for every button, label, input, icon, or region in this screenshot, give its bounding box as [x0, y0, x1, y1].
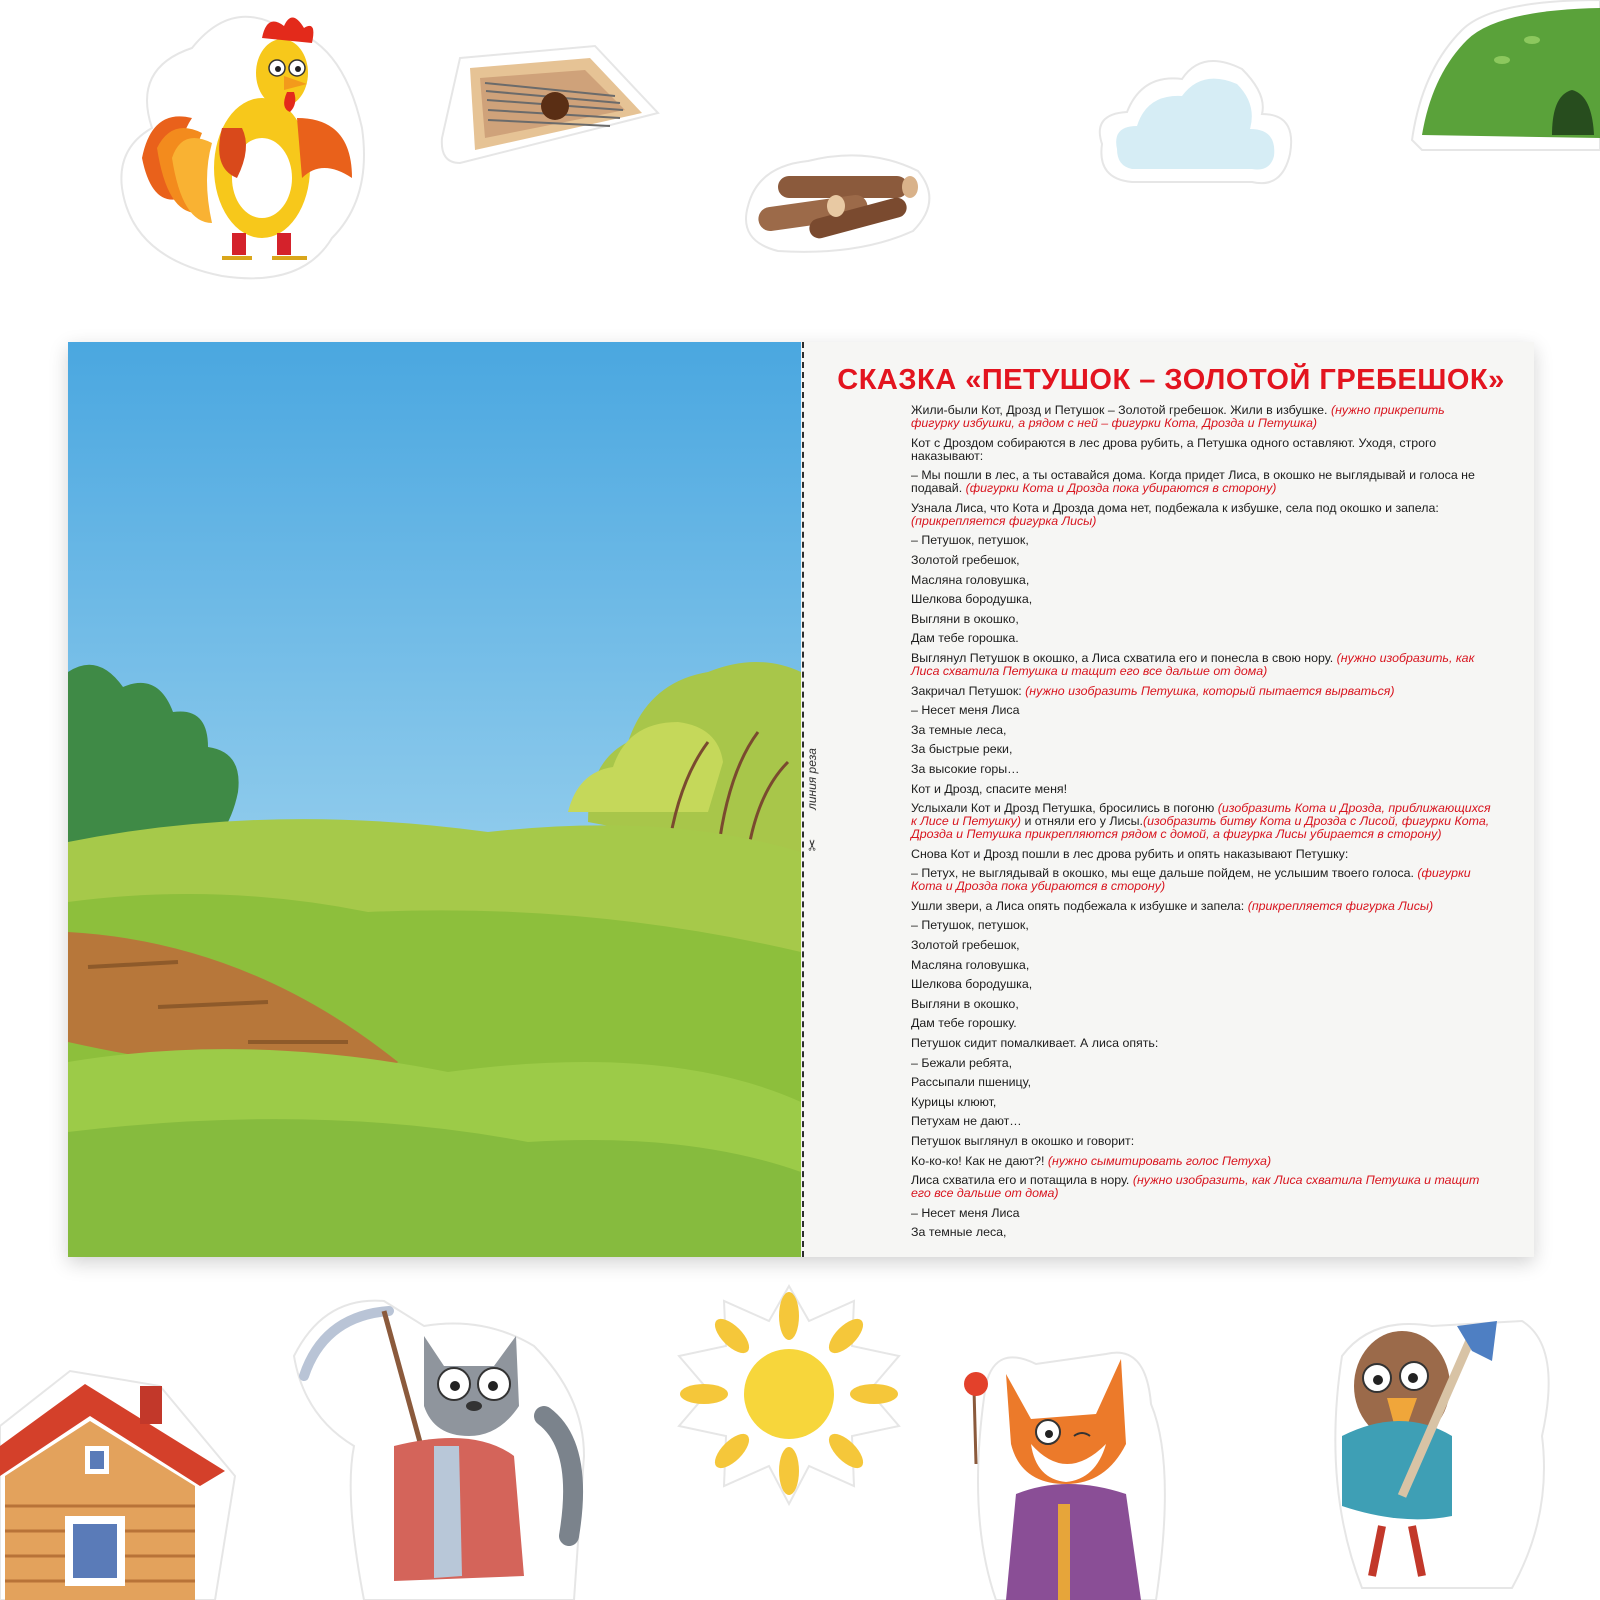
story-line: Курицы клюют, — [911, 1094, 997, 1109]
story-paragraph — [911, 1037, 1496, 1050]
fox-icon — [956, 1344, 1186, 1600]
cat-sticker — [284, 1296, 604, 1600]
cut-line-label: линия реза — [805, 748, 819, 810]
story-line: Петушок сидит помалкивает. А лиса опять: — [911, 1036, 1159, 1051]
story-paragraph — [911, 848, 1496, 861]
hut-icon — [0, 1366, 240, 1600]
story-paragraph — [911, 1174, 1496, 1200]
story-line: Масляна головушка, — [911, 572, 1030, 587]
story-line: Выгляни в окошко, — [911, 611, 1019, 626]
stage-direction: (нужно изобразить, как Лиса схватила Петушка и тащит его все дальше от дома) — [911, 650, 1475, 678]
story-line: Рассыпали пшеницу, — [911, 1075, 1032, 1090]
story-paragraph — [911, 404, 1496, 430]
story-paragraph — [911, 1155, 1496, 1168]
story-line: Дам тебе горошка. — [911, 631, 1019, 646]
story-paragraph — [911, 593, 1496, 606]
story-paragraph — [911, 1115, 1496, 1128]
rooster-sticker — [112, 8, 377, 283]
stage-direction: (изобразить битву Кота и Дрозда с Лисой, фигурки Кота, Дрозда и Петушка прикрепляются рядом с домой, а фигурка Лисы убирается в сторону) — [911, 814, 1490, 842]
story-line: За темные леса, — [911, 1225, 1007, 1240]
story-line: Петушок выглянул в окошко и говорит: — [911, 1134, 1135, 1148]
story-paragraph — [911, 783, 1496, 796]
firewood-sticker — [738, 146, 938, 258]
story-paragraph — [911, 763, 1496, 776]
story-line: Закричал Петушок: — [911, 683, 1022, 698]
story-line: Золотой гребешок, — [911, 552, 1020, 567]
story-line: Выгляни в окошко, — [911, 996, 1019, 1011]
story-line: – Петух, не выглядывай в окошко, мы еще дальше пойдем, не услышим твоего голоса. — [911, 866, 1414, 881]
cut-line — [802, 342, 804, 1257]
story-line: Кот и Дрозд, спасите меня! — [911, 781, 1068, 796]
story-paragraph — [911, 724, 1496, 737]
thrush-sticker — [1322, 1316, 1562, 1588]
story-line: Выглянул Петушок в окошко, а Лиса схватила его и понесла в свою нору. — [911, 650, 1334, 665]
story-line: Шелкова бородушка, — [911, 977, 1033, 992]
story-line: За быстрые реки, — [911, 742, 1013, 757]
story-paragraph — [911, 1207, 1496, 1220]
story-paragraph — [911, 554, 1496, 567]
story-line: Ушли звери, а Лиса опять подбежала к избушке и запела: — [911, 898, 1245, 913]
stage-direction: (фигурки Кота и Дрозда пока убираются в сторону) — [911, 866, 1471, 894]
story-title: СКАЗКА «ПЕТУШОК – ЗОЛОТОЙ ГРЕБЕШОК» — [837, 364, 1505, 396]
story-line: – Бежали ребята, — [911, 1055, 1013, 1070]
story-paragraph — [911, 1135, 1496, 1148]
stage-direction: (нужно прикрепить фигурку избушки, а рядом с ней – фигурки Кота, Дрозда и Петушка) — [911, 403, 1445, 430]
fox-sticker — [956, 1344, 1186, 1600]
stage-direction: (изобразить Кота и Дрозда, приближающихся к Лисе и Петушку) — [911, 801, 1491, 829]
story-paragraph — [911, 998, 1496, 1011]
story-line: Дам тебе горошку. — [911, 1016, 1017, 1031]
cat-icon — [284, 1296, 604, 1600]
hut-sticker — [0, 1366, 240, 1600]
cloud-icon — [1092, 54, 1302, 194]
thrush-icon — [1322, 1316, 1562, 1588]
story-page — [801, 342, 1534, 1257]
story-line: Услыхали Кот и Дрозд Петушка, бросились в погоню — [911, 801, 1215, 816]
story-line: Узнала Лиса, что Кота и Дрозда дома нет, подбежала к избушке, села под окошко и запела: — [911, 500, 1439, 515]
story-paragraph — [911, 437, 1496, 463]
story-line: За темные леса, — [911, 722, 1007, 737]
story-paragraph — [911, 919, 1496, 932]
story-paragraph — [911, 900, 1496, 913]
stage-direction: (нужно изобразить, как Лиса схватила Петушка и тащит его все дальше от дома) — [911, 1173, 1480, 1201]
bush-sticker — [1412, 0, 1600, 150]
story-paragraph — [911, 632, 1496, 645]
gusli-icon — [430, 38, 670, 178]
story-paragraph — [911, 802, 1496, 841]
gusli-sticker — [430, 38, 670, 178]
sun-icon — [674, 1286, 904, 1504]
book-spread — [68, 342, 1534, 1257]
story-paragraph — [911, 704, 1496, 717]
stage-direction: (прикрепляется фигурка Лисы) — [1247, 898, 1434, 913]
firewood-icon — [738, 146, 938, 258]
stage-direction: (прикрепляется фигурка Лисы) — [911, 513, 1097, 528]
stage-direction: (нужно изобразить Петушка, который пытается вырваться) — [1025, 683, 1395, 698]
story-line: – Петушок, петушок, — [911, 918, 1029, 933]
story-line: За высокие горы… — [911, 761, 1020, 776]
story-line: Ко-ко-ко! Как не дают?! — [911, 1153, 1045, 1168]
story-paragraph — [911, 502, 1496, 528]
story-line: Жили-были Кот, Дрозд и Петушок – Золотой гребешок. Жили в избушке. — [911, 403, 1328, 417]
story-line: – Несет меня Лиса — [911, 1205, 1020, 1220]
story-text — [911, 404, 1496, 1246]
story-paragraph — [911, 469, 1496, 495]
story-paragraph — [911, 574, 1496, 587]
story-line: Золотой гребешок, — [911, 938, 1020, 953]
story-paragraph — [911, 613, 1496, 626]
story-paragraph — [911, 939, 1496, 952]
story-paragraph — [911, 534, 1496, 547]
story-line: Кот с Дроздом собираются в лес дрова рубить, а Петушка одного оставляют. Уходя, строго наказывают: — [911, 435, 1437, 463]
story-paragraph — [911, 1076, 1496, 1089]
story-line: и отняли его у Лисы. — [1024, 814, 1143, 829]
bush-icon — [1412, 0, 1600, 150]
story-line: – Несет меня Лиса — [911, 703, 1020, 718]
story-line: Снова Кот и Дрозд пошли в лес дрова рубить и опять наказывают Петушку: — [911, 846, 1349, 861]
scissors-icon: ✂ — [804, 838, 822, 852]
story-line: – Петушок, петушок, — [911, 533, 1029, 548]
story-paragraph — [911, 1226, 1496, 1239]
story-paragraph — [911, 685, 1496, 698]
rooster-icon — [112, 8, 377, 283]
story-paragraph — [911, 1017, 1496, 1030]
story-paragraph — [911, 652, 1496, 678]
cloud-sticker — [1092, 54, 1302, 194]
story-line: Петухам не дают… — [911, 1114, 1022, 1129]
story-line: Шелкова бородушка, — [911, 592, 1033, 607]
story-line: Лиса схватила его и потащила в нору. — [911, 1173, 1130, 1188]
story-paragraph — [911, 978, 1496, 991]
story-line: – Мы пошли в лес, а ты оставайся дома. Когда придет Лиса, в окошко не выглядывай и голоса не подавай. — [911, 468, 1475, 496]
story-paragraph — [911, 959, 1496, 972]
story-paragraph — [911, 1057, 1496, 1070]
scene-background-page — [68, 342, 801, 1257]
stage-direction: (нужно сымитировать голос Петуха) — [1047, 1153, 1272, 1168]
story-line: Масляна головушка, — [911, 957, 1030, 972]
stage-direction: (фигурки Кота и Дрозда пока убираются в сторону) — [965, 481, 1277, 496]
story-paragraph — [911, 743, 1496, 756]
landscape-illustration — [68, 342, 801, 1257]
story-paragraph — [911, 867, 1496, 893]
story-paragraph — [911, 1096, 1496, 1109]
sun-sticker — [674, 1286, 904, 1504]
